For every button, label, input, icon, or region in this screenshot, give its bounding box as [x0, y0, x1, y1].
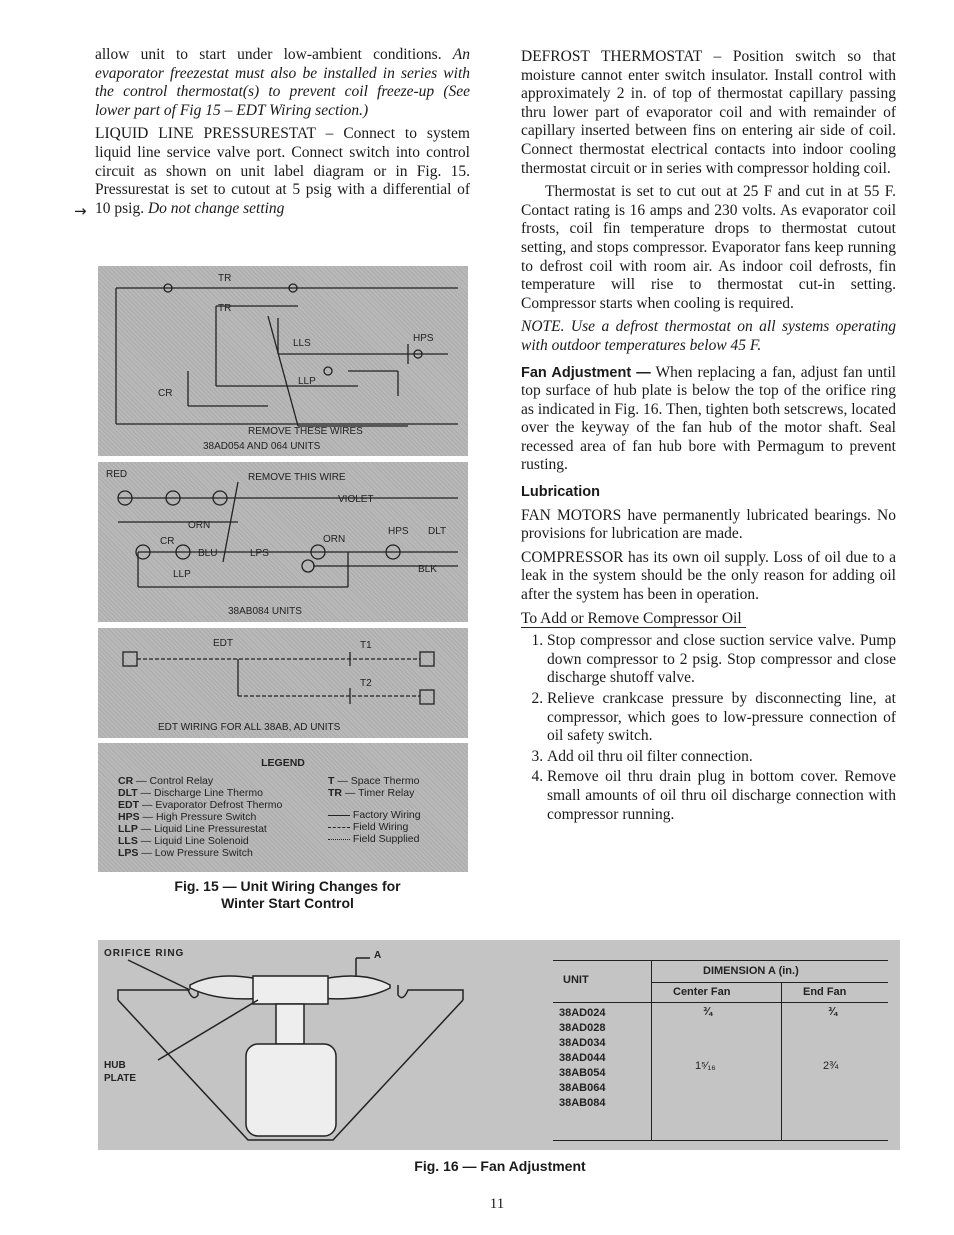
heading-lubrication: Lubrication [521, 484, 600, 501]
label-cr: CR [158, 388, 173, 399]
page-number: 11 [489, 1196, 505, 1212]
label-orn-1: ORN [188, 520, 211, 531]
fig15-legend [98, 743, 468, 872]
table-subheader-end: End Fan [803, 986, 847, 998]
legend-entry: TR — Timer Relay [328, 787, 415, 799]
banner-edt-wiring: EDT WIRING FOR ALL 38AB, AD UNITS [158, 722, 341, 733]
left-column [95, 46, 470, 223]
fig15-panel-3 [98, 628, 468, 738]
table-unit-list [559, 1006, 605, 1111]
table-row: 38AD024 [559, 1007, 606, 1019]
banner-units-054-064: 38AD054 AND 064 UNITS [203, 441, 321, 452]
wiring-diagram-1 [98, 266, 468, 456]
table-row: 38AB084 [559, 1097, 606, 1109]
list-item: 4. Remove oil thru drain plug in bottom cover. Remove small amounts of oil thru oil discharge connection with compressor running. [547, 768, 896, 824]
table-cell: 2¾ [823, 1060, 839, 1072]
label-t1: T1 [360, 640, 372, 651]
table-row: 38AB054 [559, 1067, 606, 1079]
label-llp: LLP [173, 569, 191, 580]
table-cell: ¾ [828, 1006, 838, 1018]
legend-entry: LLP — Liquid Line Pressurestat [118, 823, 267, 835]
label-blu: BLU [198, 548, 218, 559]
note-defrost: NOTE. Use a defrost thermostat on all systems operating with outdoor temperatures below 45 F. [521, 318, 896, 354]
list-item: 1. Stop compressor and close suction service valve. Pump down compressor to 2 psig. Stop compressor and close discharge shutoff valve. [547, 632, 896, 688]
label-remove-wire: REMOVE THIS WIRE [248, 472, 346, 483]
table-subheader-center: Center Fan [673, 986, 731, 998]
label-hub: HUB [104, 1060, 126, 1071]
label-violet: VIOLET [338, 494, 374, 505]
paragraph-fan-adjustment: Fan Adjustment — When replacing a fan, adjust fan until top surface of hub plate is below the top of the orifice ring as indicated in Fig. 16. Then, tighten both setscrews, located over the keyway of the fan hub of the motor shaft. Seal recessed area of fan hub bore with Permagum to prevent rusting. [521, 363, 896, 474]
label-edt: EDT [213, 638, 233, 649]
list-item: 2. Relieve crankcase pressure by disconnecting line, at compressor, which goes to low-pressure connection of oil safety switch. [547, 690, 896, 746]
margin-arrow: → [74, 202, 87, 220]
fig15-caption: Fig. 15 — Unit Wiring Changes for Winter Start Control [174, 878, 401, 911]
table-row: 38AD028 [559, 1022, 606, 1034]
legend-entry: DLT — Discharge Line Thermo [118, 787, 263, 799]
oil-steps-list [521, 632, 896, 824]
paragraph-defrost-thermostat: DEFROST THERMOSTAT – Position switch so that moisture cannot enter switch insulator. Install control with approximately 2 in. of top of thermostat capillary passing thru lower part of evaporator coil and with remainder of capillary inserted between fins on entering air side of coil. Connect thermostat electrical contacts into indoor cooling thermostat circuit or in series with compressor holding coil. [521, 48, 896, 177]
paragraph-fan-motors: FAN MOTORS have permanently lubricated bearings. No provisions for lubrication are made. [521, 506, 896, 543]
dimension-table [553, 960, 888, 1140]
label-hps: HPS [413, 333, 434, 344]
banner-remove-wires: REMOVE THESE WIRES [248, 426, 363, 437]
legend-title: LEGEND [261, 757, 305, 769]
label-tr-2: TR [218, 303, 232, 314]
table-row: 38AD044 [559, 1052, 606, 1064]
label-cr: CR [160, 536, 175, 547]
legend-entry: HPS — High Pressure Switch [118, 811, 257, 823]
table-row: 38AB064 [559, 1082, 606, 1094]
fig15-panel-1 [98, 266, 468, 456]
label-orifice-ring: ORIFICE RING [104, 948, 185, 959]
label-tr-1: TR [218, 273, 232, 284]
banner-units-084: 38AB084 UNITS [228, 606, 302, 617]
legend-entry: CR — Control Relay [118, 775, 214, 787]
paragraph-thermostat-settings: Thermostat is set to cut out at 25 F and cut in at 55 F. Contact rating is 16 amps and 230 volts. As evaporator coil frosts, coil fin temperature drops to thermostat cutout setting, and stops compressor. Evaporator fans keep running to defrost coil with room air. As indoor coil defrosts, fin temperature will rise to thermostat cut-in setting. Compressor starts when cooling is required. [521, 183, 896, 312]
table-header-unit: UNIT [563, 974, 589, 986]
fig15-panel-2 [98, 462, 468, 622]
label-hps: HPS [388, 526, 409, 537]
paragraph-low-ambient: allow unit to start under low-ambient conditions. An evaporator freezestat must also be installed in series with the control thermostat(s) to prevent coil freeze-up (See lower part of Fig 15 – EDT Wiring section.) [95, 46, 470, 119]
table-cell: 1⁵⁄₁₆ [695, 1060, 716, 1072]
table-header-dimension: DIMENSION A (in.) [703, 965, 799, 977]
legend-right [328, 775, 463, 845]
label-blk: BLK [418, 564, 437, 575]
label-orn-2: ORN [323, 534, 346, 545]
legend-entry: LPS — Low Pressure Switch [118, 847, 253, 859]
paragraph-compressor: COMPRESSOR has its own oil supply. Loss of oil due to a leak in the system should be the only reason for adding oil after the system has been in operation. [521, 548, 896, 604]
legend-entry: LLS — Liquid Line Solenoid [118, 835, 249, 847]
table-row: 38AD034 [559, 1037, 606, 1049]
label-red-1: RED [106, 469, 128, 480]
label-llp: LLP [298, 376, 316, 387]
wiring-diagram-2 [98, 462, 468, 622]
legend-entry: Field Supplied [328, 833, 463, 845]
fig16-figure [98, 940, 900, 1150]
list-item: 3. Add oil thru oil filter connection. [547, 748, 896, 767]
label-lps: LPS [250, 548, 269, 559]
paragraph-liquid-line-pressurestat: LIQUID LINE PRESSURESTAT – Connect to system liquid line service valve port. Connect switch into control circuit as shown on unit label diagram or in Fig. 15. Pressurestat is set to cutout at 5 psig with a differential of 10 psig. Do not change setting [95, 125, 470, 217]
label-dlt: DLT [428, 526, 447, 537]
legend-left [118, 775, 318, 859]
label-plate: PLATE [104, 1073, 137, 1084]
legend-entry: EDT — Evaporator Defrost Thermo [118, 799, 283, 811]
legend-entry: T — Space Thermo [328, 775, 420, 787]
label-t2: T2 [360, 678, 372, 689]
legend-entry: Factory Wiring [328, 809, 463, 821]
label-dimension-a: A [374, 950, 382, 961]
wiring-diagram-3 [98, 628, 468, 738]
label-lls: LLS [293, 338, 311, 349]
heading-add-remove-oil: To Add or Remove Compressor Oil [521, 610, 896, 629]
right-column [521, 48, 896, 826]
table-cell: ¾ [703, 1006, 713, 1018]
legend-entry: Field Wiring [328, 821, 463, 833]
fig16-caption: Fig. 16 — Fan Adjustment [414, 1158, 586, 1174]
